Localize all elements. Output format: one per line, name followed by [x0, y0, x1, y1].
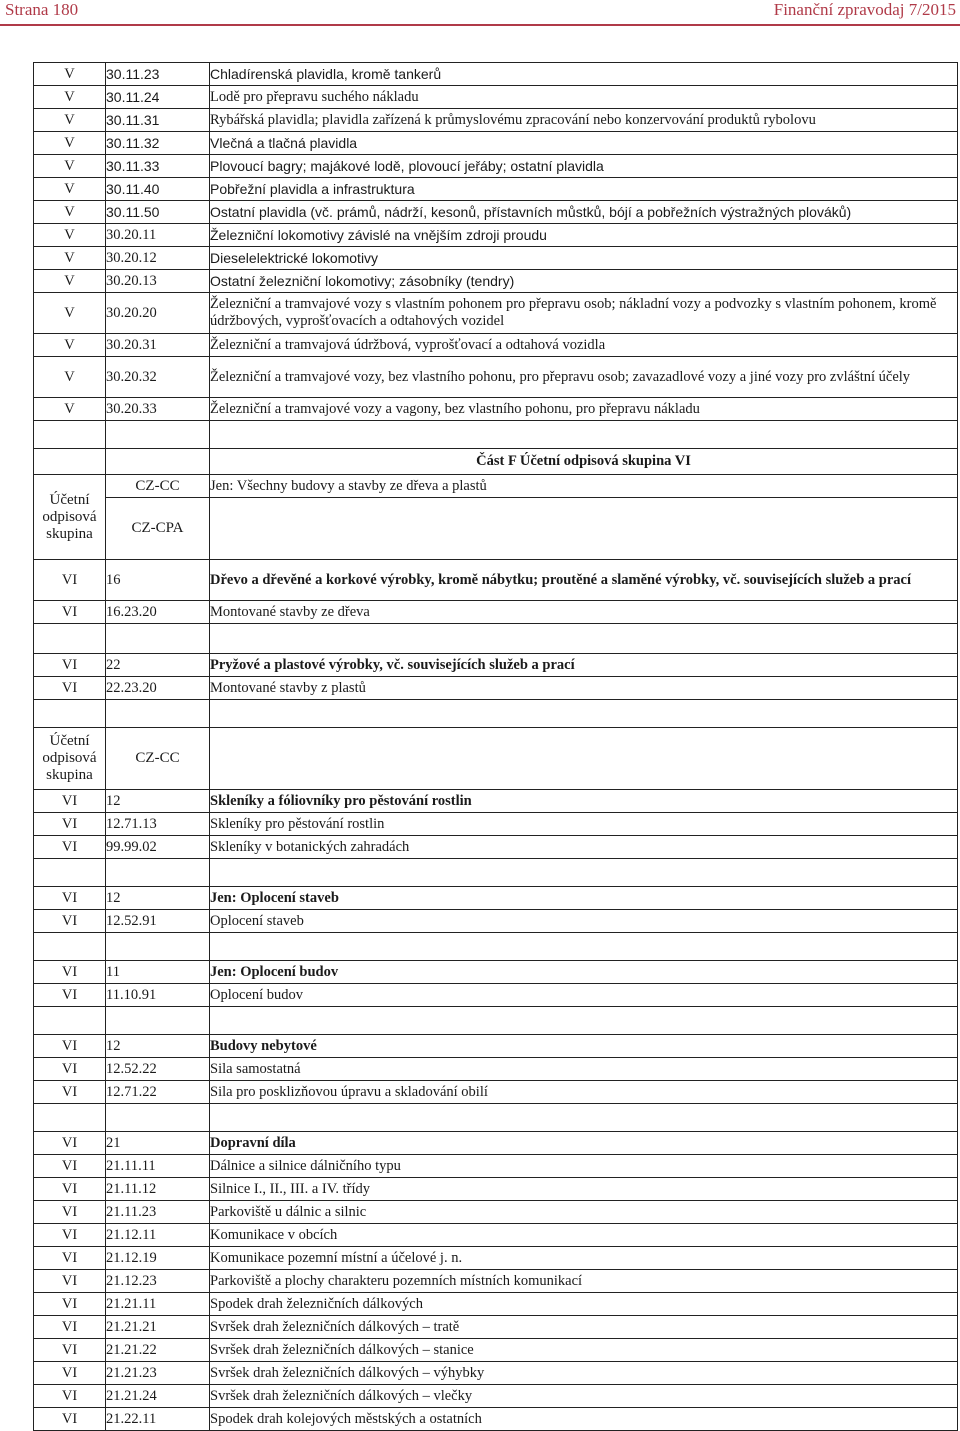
- table-row: VI 21.11.12 Silnice I., II., III. a IV. třídy: [34, 1178, 958, 1201]
- table-row: VI 21.12.23 Parkoviště a plochy charakteru pozemních místních komunikací: [34, 1270, 958, 1293]
- spacer-row: [34, 1104, 958, 1132]
- part-title: Část F Účetní odpisová skupina VI: [210, 449, 958, 475]
- table-row: V 30.11.24 Lodě pro přepravu suchého nákladu: [34, 86, 958, 109]
- table-row: VI 21.21.21 Svršek drah železničních dálkových – tratě: [34, 1316, 958, 1339]
- table-row: V 30.20.33 Železniční a tramvajové vozy a vagony, bez vlastního pohonu, pro přepravu nákladu: [34, 398, 958, 421]
- table-row: VI 99.99.02 Skleníky v botanických zahradách: [34, 836, 958, 859]
- table-row: VI 16.23.20 Montované stavby ze dřeva: [34, 601, 958, 624]
- table-row: VI 21 Dopravní díla: [34, 1132, 958, 1155]
- section-title-row: [34, 449, 958, 475]
- table-row: V 30.11.23 Chladírenská plavidla, kromě tankerů: [34, 63, 958, 86]
- table-row: VI 21.21.23 Svršek drah železničních dálkových – výhybky: [34, 1362, 958, 1385]
- table-row: V 30.11.33 Plovoucí bagry; majákové lodě, plovoucí jeřáby; ostatní plavidla: [34, 155, 958, 178]
- publication-title: Finanční zpravodaj 7/2015: [773, 0, 956, 19]
- spacer-row: [34, 933, 958, 961]
- table-row: V 30.20.32 Železniční a tramvajové vozy, bez vlastního pohonu, pro přepravu osob; zavazadlové vozy a jiné vozy pro zvláštní účely: [34, 357, 958, 398]
- table-row: V 30.20.20 Železniční a tramvajové vozy s vlastním pohonem pro přepravu osob; nákladní vozy a podvozky s vlastním pohonem, kromě údržbových, vyprošťovacích a odtahových vozidel: [34, 293, 958, 334]
- table-row: V 30.11.40 Pobřežní plavidla a infrastruktura: [34, 178, 958, 201]
- column-header-cz-cc: CZ-CC: [106, 475, 210, 498]
- column-header-cz-cc: CZ-CC: [106, 728, 210, 790]
- table-row: V 30.20.31 Železniční a tramvajová údržbová, vyprošťovací a odtahová vozidla: [34, 334, 958, 357]
- column-header-ucetni: Účetní odpisová skupina: [34, 475, 106, 560]
- table-row: VI 16 Dřevo a dřevěné a korkové výrobky, kromě nábytku; proutěné a slaměné výrobky, vč. souvisejících služeb a prací: [34, 560, 958, 601]
- table-row: VI 22.23.20 Montované stavby z plastů: [34, 677, 958, 700]
- depreciation-table: [33, 62, 958, 1431]
- table-row: V 30.20.13 Ostatní železniční lokomotivy; zásobníky (tendry): [34, 270, 958, 293]
- spacer-row: [34, 1007, 958, 1035]
- header-row: [34, 475, 958, 498]
- spacer-row: [34, 859, 958, 887]
- header-row: [34, 728, 958, 790]
- page-number: Strana 180: [5, 0, 79, 19]
- table-row: V 30.11.50 Ostatní plavidla (vč. prámů, nádrží, kesonů, přístavních můstků, bójí a pobřežních výstražných plováků): [34, 201, 958, 224]
- spacer-row: [34, 421, 958, 449]
- table-row: VI 12 Budovy nebytové: [34, 1035, 958, 1058]
- table-row: VI 21.21.24 Svršek drah železničních dálkových – vlečky: [34, 1385, 958, 1408]
- table-row: VI 21.11.23 Parkoviště u dálnic a silnic: [34, 1201, 958, 1224]
- header-row: [34, 498, 958, 560]
- table-row: V 30.20.11 Železniční lokomotivy závislé na vnějším zdroji proudu: [34, 224, 958, 247]
- table-row: V 30.11.32 Vlečná a tlačná plavidla: [34, 132, 958, 155]
- table-row: VI 21.12.11 Komunikace v obcích: [34, 1224, 958, 1247]
- scope-note: Jen: Všechny budovy a stavby ze dřeva a plastů: [210, 475, 958, 498]
- table-row: VI 21.11.11 Dálnice a silnice dálničního typu: [34, 1155, 958, 1178]
- table-row: VI 21.21.11 Spodek drah železničních dálkových: [34, 1293, 958, 1316]
- spacer-row: [34, 700, 958, 728]
- table-row: VI 12.71.22 Sila pro posklizňovou úpravu a skladování obilí: [34, 1081, 958, 1104]
- table-row: VI 22 Pryžové a plastové výrobky, vč. souvisejících služeb a prací: [34, 654, 958, 677]
- table-row: V 30.11.31 Rybářská plavidla; plavidla zařízená k průmyslovému zpracování nebo konzervování produktů rybolovu: [34, 109, 958, 132]
- table-row: VI 12.52.22 Sila samostatná: [34, 1058, 958, 1081]
- table-row: VI 11.10.91 Oplocení budov: [34, 984, 958, 1007]
- table-row: VI 12.52.91 Oplocení staveb: [34, 910, 958, 933]
- table-row: VI 21.12.19 Komunikace pozemní místní a účelové j. n.: [34, 1247, 958, 1270]
- header-rule: [0, 24, 960, 26]
- table-row: VI 12 Skleníky a fóliovníky pro pěstování rostlin: [34, 790, 958, 813]
- spacer-row: [34, 624, 958, 654]
- table-row: VI 12 Jen: Oplocení staveb: [34, 887, 958, 910]
- table-row: VI 21.21.22 Svršek drah železničních dálkových – stanice: [34, 1339, 958, 1362]
- table-row: VI 11 Jen: Oplocení budov: [34, 961, 958, 984]
- table-row: VI 21.22.11 Spodek drah kolejových městských a ostatních: [34, 1408, 958, 1431]
- page-header: [0, 0, 960, 26]
- table-row: V 30.20.12 Dieselelektrické lokomotivy: [34, 247, 958, 270]
- table-row: VI 12.71.13 Skleníky pro pěstování rostlin: [34, 813, 958, 836]
- column-header-ucetni: Účetní odpisová skupina: [34, 728, 106, 790]
- column-header-cz-cpa: CZ-CPA: [106, 498, 210, 560]
